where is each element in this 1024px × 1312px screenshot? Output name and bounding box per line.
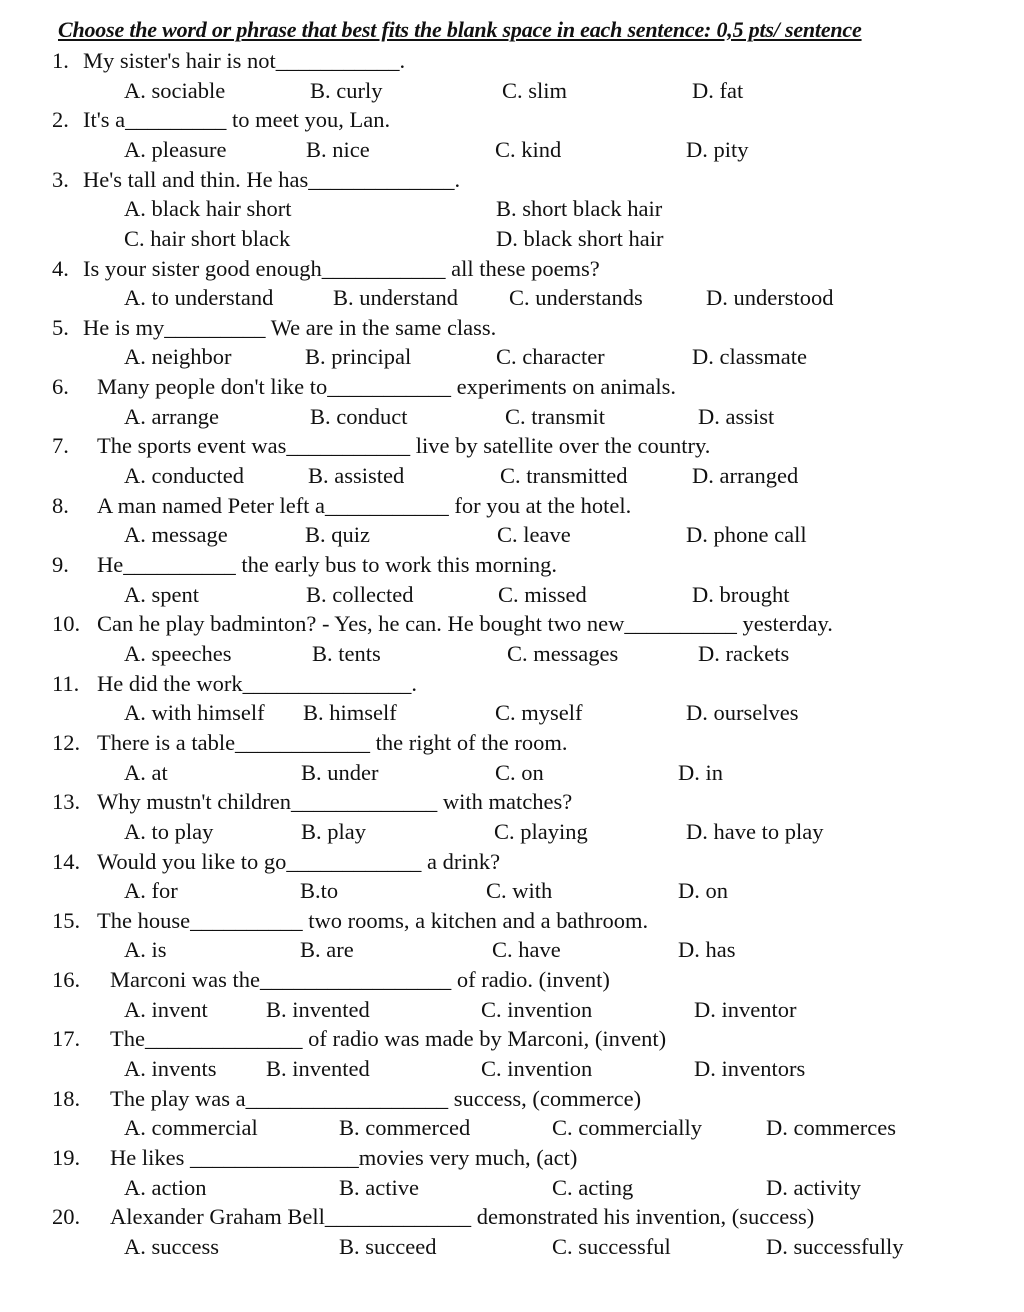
options-row [0,639,1024,669]
question-number: 14. [52,848,81,874]
options-row [0,224,1024,254]
question-line [0,372,1024,402]
answer-option[interactable]: C. invention [481,996,593,1022]
answer-option[interactable]: C. invention [481,1056,593,1082]
question-item [0,847,1024,906]
question-item [0,105,1024,164]
answer-option[interactable]: A. conducted [124,463,244,489]
options-row [0,995,1024,1025]
question-stem: He did the work_______________. [97,670,417,696]
question-stem: A man named Peter left a___________ for you at the hotel. [97,492,632,518]
answer-option[interactable]: A. for [124,878,178,904]
question-stem: My sister's hair is not___________. [83,48,406,73]
options-row [0,876,1024,906]
answer-option[interactable]: D. has [678,937,736,963]
question-item [0,313,1024,372]
question-number: 13. [52,789,81,815]
question-line [0,787,1024,817]
question-item [0,965,1024,1024]
answer-option[interactable]: A. black hair short [124,196,292,222]
answer-option[interactable]: B. invented [266,1056,370,1082]
answer-option[interactable]: B. commerced [339,1115,471,1141]
question-number: 11. [52,670,80,696]
options-row [0,283,1024,313]
question-number: 17. [52,1026,81,1052]
answer-option[interactable]: C. on [495,759,544,785]
question-stem: The house__________ two rooms, a kitchen and a bathroom. [97,907,649,933]
exercise-instruction: Choose the word or phrase that best fits the blank space in each sentence: 0,5 pts/ sentence [58,17,862,42]
answer-option[interactable]: C. have [492,937,561,963]
options-row [0,520,1024,550]
question-item [0,728,1024,787]
question-number: 4. [52,255,69,281]
answer-option[interactable]: B. conduct [310,403,408,429]
question-item [0,431,1024,490]
question-number: 15. [52,907,81,933]
answer-option[interactable]: A. speeches [124,640,232,666]
question-stem: Is your sister good enough___________ all these poems? [83,255,600,281]
options-row [0,76,1024,106]
answer-option[interactable]: D. have to play [686,818,824,844]
answer-option[interactable]: A. to understand [124,285,274,311]
answer-option[interactable]: B. curly [310,77,383,103]
answer-option[interactable]: A. pleasure [124,136,227,162]
options-row [0,461,1024,491]
answer-option[interactable]: A. invents [124,1056,217,1082]
answer-option[interactable]: D. black short hair [496,225,664,251]
question-line [0,669,1024,699]
options-row [0,1113,1024,1143]
answer-option[interactable]: D. classmate [692,344,807,370]
answer-option[interactable]: C. commercially [552,1115,702,1141]
answer-option[interactable]: C. hair short black [124,225,291,251]
question-stem: Many people don't like to___________ experiments on animals. [97,374,676,400]
question-number: 9. [52,552,69,578]
question-item [0,165,1024,254]
answer-option[interactable]: D. pity [686,136,749,162]
question-line [0,1024,1024,1054]
answer-option[interactable]: C. character [496,344,605,370]
answer-option[interactable]: D. arranged [692,463,799,489]
options-row [0,342,1024,372]
question-stem: It's a_________ to meet you, Lan. [83,107,391,133]
question-item [0,1024,1024,1083]
options-row [0,935,1024,965]
answer-option[interactable]: C. slim [502,77,568,103]
answer-option[interactable]: B. active [339,1174,419,1200]
answer-option[interactable]: D. understood [706,285,834,311]
answer-option[interactable]: C. playing [494,818,588,844]
answer-option[interactable]: D. fat [692,77,744,103]
answer-option[interactable]: C. acting [552,1174,634,1200]
answer-option[interactable]: D. phone call [686,522,807,548]
question-item [0,787,1024,846]
question-stem: The______________ of radio was made by Marconi, (invent) [110,1026,667,1052]
question-stem: Marconi was the_________________ of radio. (invent) [110,967,610,993]
options-row [0,402,1024,432]
question-number: 2. [52,107,69,133]
answer-option[interactable]: B. short black hair [496,196,663,222]
question-line [0,105,1024,135]
question-item [0,669,1024,728]
question-number: 1. [52,48,69,73]
answer-option[interactable]: A. success [124,1233,219,1259]
options-row [0,698,1024,728]
question-stem: He likes _______________movies very much, (act) [110,1145,578,1171]
question-line [0,550,1024,580]
answer-option[interactable]: A. sociable [124,77,226,103]
answer-option[interactable]: A. with himself [124,700,265,726]
question-item [0,550,1024,609]
options-row [0,580,1024,610]
question-stem: Can he play badminton? - Yes, he can. He bought two new__________ yesterday. [97,611,833,637]
answer-option[interactable]: C. successful [552,1233,671,1259]
question-item [0,491,1024,550]
options-row [0,1054,1024,1084]
question-item [0,609,1024,668]
answer-option[interactable]: B. collected [306,581,414,607]
answer-option[interactable]: C. kind [495,136,562,162]
answer-option[interactable]: D. inventors [694,1056,806,1082]
answer-option[interactable]: D. activity [766,1174,861,1200]
answer-option[interactable]: A. invent [124,996,208,1022]
answer-option[interactable]: D. on [678,878,728,904]
answer-option[interactable]: A. spent [124,581,199,607]
answer-option[interactable]: D. successfully [766,1233,904,1259]
question-stem: The sports event was___________ live by satellite over the country. [97,433,711,459]
answer-option[interactable]: B. quiz [305,522,370,548]
options-row [0,1173,1024,1203]
answer-option[interactable]: B. succeed [339,1233,437,1259]
question-stem: He is my_________ We are in the same class. [83,314,497,340]
question-number: 3. [52,166,69,192]
answer-option[interactable]: B. are [300,937,354,963]
question-line [0,728,1024,758]
options-row [0,817,1024,847]
answer-option[interactable]: B. under [301,759,379,785]
answer-option[interactable]: C. with [486,878,553,904]
options-row [0,1232,1024,1262]
answer-option[interactable]: C. messages [507,640,619,666]
answer-option[interactable]: C. understands [509,285,643,311]
question-line [0,609,1024,639]
question-stem: The play was a__________________ success, (commerce) [110,1085,642,1111]
answer-option[interactable]: A. is [124,937,167,963]
question-line [0,906,1024,936]
answer-option[interactable]: D. brought [692,581,790,607]
answer-option[interactable]: A. arrange [124,403,219,429]
question-item [0,1143,1024,1202]
answer-option[interactable]: B. play [301,818,366,844]
answer-option[interactable]: D. inventor [694,996,797,1022]
answer-option[interactable]: A. at [124,759,168,785]
answer-option[interactable]: A. commercial [124,1115,258,1141]
answer-option[interactable]: B. understand [333,285,458,311]
question-number: 16. [52,967,81,993]
question-line [0,313,1024,343]
question-number: 8. [52,492,69,518]
question-line [0,254,1024,284]
question-item [0,372,1024,431]
question-line [0,847,1024,877]
question-line [0,491,1024,521]
answer-option[interactable]: A. to play [124,818,214,844]
answer-option[interactable]: D. assist [698,403,775,429]
answer-option[interactable]: D. in [678,759,723,785]
question-item [0,254,1024,313]
question-list [0,46,1024,1262]
question-line [0,165,1024,195]
answer-option[interactable]: D. commerces [766,1115,896,1141]
answer-option[interactable]: A. neighbor [124,344,232,370]
options-row [0,194,1024,224]
question-item [0,1202,1024,1261]
question-line [0,1143,1024,1173]
question-stem: He's tall and thin. He has_____________. [83,166,461,192]
answer-option[interactable]: C. transmitted [500,463,628,489]
question-stem: There is a table____________ the right of the room. [97,729,568,755]
answer-option[interactable]: C. missed [498,581,587,607]
options-row [0,135,1024,165]
answer-option[interactable]: B.to [300,878,339,904]
question-item [0,1084,1024,1143]
answer-option[interactable]: B. tents [312,640,381,666]
answer-option[interactable]: C. myself [495,700,583,726]
answer-option[interactable]: B. himself [303,700,397,726]
answer-option[interactable]: B. principal [305,344,412,370]
question-number: 18. [52,1085,81,1111]
question-line [0,431,1024,461]
question-number: 7. [52,433,69,459]
question-stem: Alexander Graham Bell_____________ demonstrated his invention, (success) [110,1204,815,1230]
question-line [0,46,1024,76]
answer-option[interactable]: A. action [124,1174,207,1200]
question-item [0,906,1024,965]
question-number: 12. [52,729,81,755]
question-number: 19. [52,1145,81,1171]
options-row [0,758,1024,788]
question-number: 5. [52,314,69,340]
question-number: 20. [52,1204,81,1230]
question-stem: He__________ the early bus to work this morning. [97,552,557,578]
answer-option[interactable]: B. nice [306,136,370,162]
answer-option[interactable]: C. transmit [505,403,605,429]
question-item [0,46,1024,105]
answer-option[interactable]: C. leave [497,522,571,548]
question-line [0,1202,1024,1232]
question-stem: Why mustn't children_____________ with matches? [97,789,573,815]
question-number: 10. [52,611,81,637]
answer-option[interactable]: A. message [124,522,228,548]
question-number: 6. [52,374,69,400]
question-line [0,1084,1024,1114]
question-line [0,965,1024,995]
answer-option[interactable]: D. ourselves [686,700,799,726]
answer-option[interactable]: B. assisted [308,463,405,489]
question-stem: Would you like to go____________ a drink? [97,848,501,874]
answer-option[interactable]: D. rackets [698,640,790,666]
answer-option[interactable]: B. invented [266,996,370,1022]
